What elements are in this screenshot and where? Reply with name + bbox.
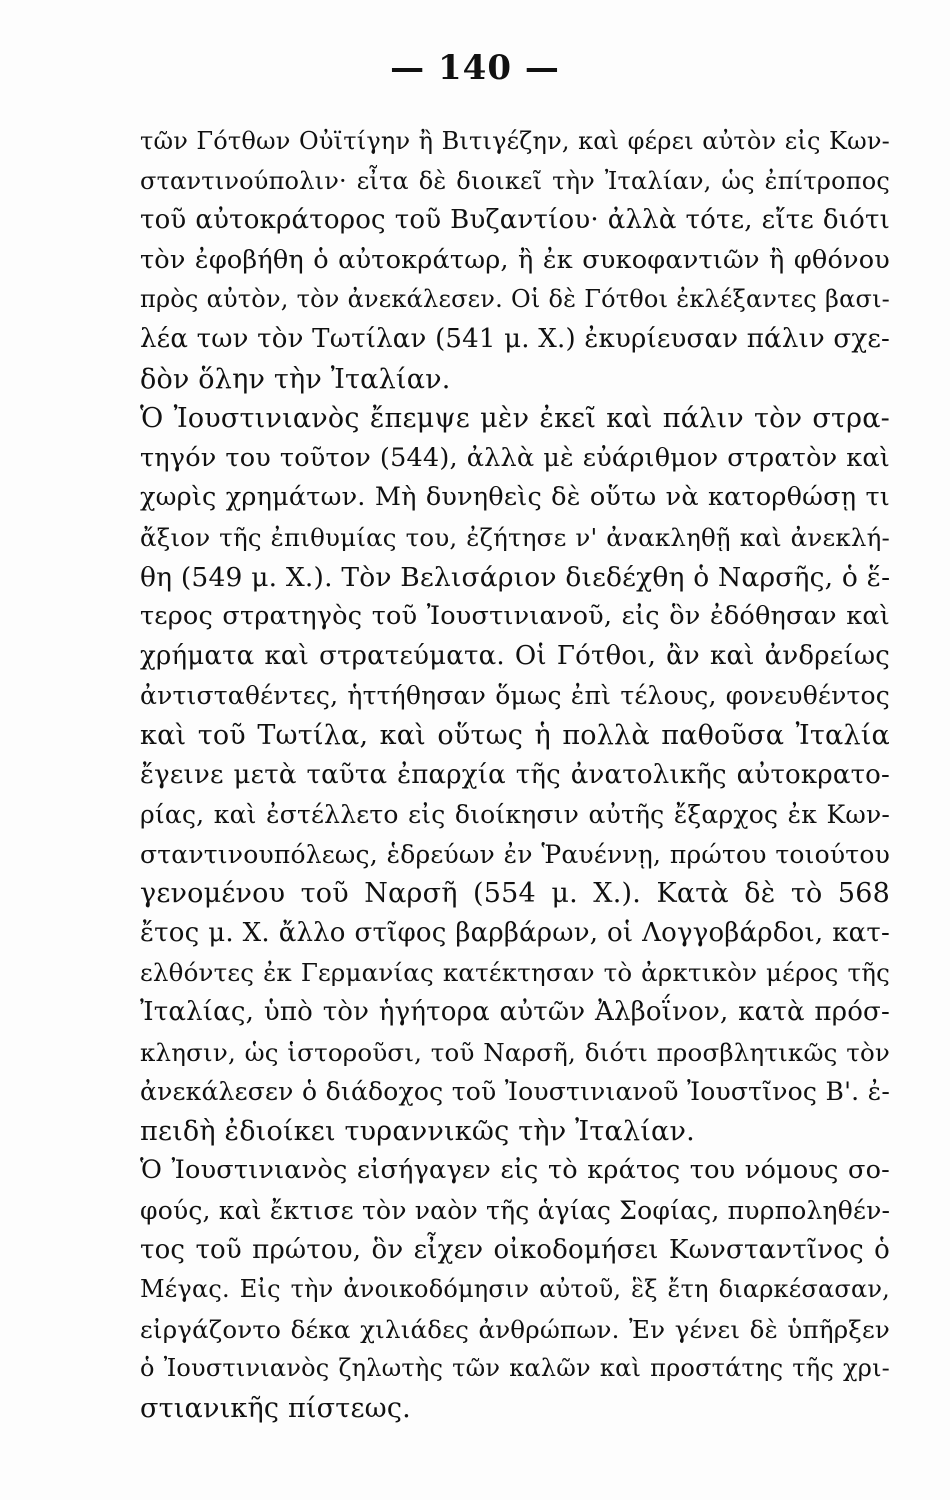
text-line: εἰργάζοντο δέκα χιλιάδες ἀνθρώπων. Ἐν γένει δὲ ὑπῆρξεν: [140, 1314, 890, 1344]
text-line: ἀνεκάλεσεν ὁ διάδοχος τοῦ Ἰουστινιανοῦ Ἰουστῖνος Β'. ἐ-: [140, 1077, 890, 1107]
text-line: Μέγας. Εἰς τὴν ἀνοικοδόμησιν αὐτοῦ, ἓξ ἔτη διαρκέσασαν,: [140, 1275, 890, 1304]
text-line: λέα των τὸν Τωτίλαν (541 μ. Χ.) ἐκυρίευσαν πάλιν σχε-: [140, 323, 890, 354]
text-line: τὸν ἐφοβήθη ὁ αὐτοκράτωρ, ἢ ἐκ συκοφαντιῶν ἢ φθόνου: [140, 244, 890, 275]
text-line: ἔγεινε μετὰ ταῦτα ἐπαρχία τῆς ἀνατολικῆς αὐτοκρατο-: [140, 759, 890, 790]
text-line: ελθόντες ἐκ Γερμανίας κατέκτησαν τὸ ἀρκτικὸν μέρος τῆς: [140, 958, 890, 988]
text-line: κλησιν, ὡς ἱστοροῦσι, τοῦ Ναρσῆ, διότι προσβλητικῶς τὸν: [140, 1037, 890, 1067]
text-line: πρὸς αὐτὸν, τὸν ἀνεκάλεσεν. Οἱ δὲ Γότθοι ἐκλέξαντες βασι-: [140, 285, 890, 314]
page-number: — 140 —: [390, 48, 560, 88]
body-text: [140, 122, 890, 1429]
text-line: τος τοῦ πρώτου, ὃν εἶχεν οἰκοδομήσει Κωνσταντῖνος ὁ: [140, 1234, 890, 1265]
text-line: Ἰταλίας, ὑπὸ τὸν ἡγήτορα αὐτῶν Ἀλβοΐνον, κατὰ πρόσ-: [140, 997, 890, 1028]
text-line: τηγόν του τοῦτον (544), ἀλλὰ μὲ εὐάριθμον στρατὸν καὶ: [140, 442, 890, 473]
text-line: τερος στρατηγὸς τοῦ Ἰουστινιανοῦ, εἰς ὃν ἐδόθησαν καὶ: [140, 601, 890, 632]
text-line: τοῦ αὐτοκράτορος τοῦ Βυζαντίου· ἀλλὰ τότε, εἴτε διότι: [140, 205, 890, 236]
text-line: Ὁ Ἰουστινιανὸς εἰσήγαγεν εἰς τὸ κράτος του νόμους σο-: [140, 1155, 890, 1186]
text-line: χρήματα καὶ στρατεύματα. Οἱ Γότθοι, ἂν καὶ ἀνδρείως: [140, 640, 890, 671]
text-line: ἄξιον τῆς ἐπιθυμίας του, ἐζήτησε ν' ἀνακληθῇ καὶ ἀνεκλή-: [140, 522, 890, 552]
text-line: θη (549 μ. Χ.). Τὸν Βελισάριον διεδέχθη ὁ Ναρσῆς, ὁ ἕ-: [140, 561, 890, 593]
text-line: χωρὶς χρημάτων. Μὴ δυνηθεὶς δὲ οὕτω νὰ κατορθώσῃ τι: [140, 482, 890, 513]
text-line: πειδὴ ἐδιοίκει τυραννικῶς τὴν Ἰταλίαν.: [140, 1115, 695, 1147]
text-line: ἔτος μ. Χ. ἄλλο στῖφος βαρβάρων, οἱ Λογγοβάρδοι, κατ-: [140, 917, 890, 948]
text-line: ὁ Ἰουστινιανὸς ζηλωτὴς τῶν καλῶν καὶ προστάτης τῆς χρι-: [140, 1354, 890, 1383]
text-line: καὶ τοῦ Τωτίλα, καὶ οὕτως ἡ πολλὰ παθοῦσα Ἰταλία: [140, 719, 890, 751]
text-line: δὸν ὅλην τὴν Ἰταλίαν.: [140, 363, 451, 395]
text-line: ρίας, καὶ ἐστέλλετο εἰς διοίκησιν αὐτῆς ἔξαρχος ἐκ Κων-: [140, 800, 890, 830]
text-line: Ὁ Ἰουστινιανὸς ἔπεμψε μὲν ἐκεῖ καὶ πάλιν τὸν στρα-: [140, 403, 890, 435]
text-line: ἀντισταθέντες, ἡττήθησαν ὅμως ἐπὶ τέλους, φονευθέντος: [140, 681, 890, 711]
text-line: φούς, καὶ ἔκτισε τὸν ναὸν τῆς ἁγίας Σοφίας, πυρποληθέν-: [140, 1196, 890, 1226]
text-line: στιανικῆς πίστεως.: [140, 1393, 411, 1424]
text-line: γενομένου τοῦ Ναρσῆ (554 μ. Χ.). Κατὰ δὲ τὸ 568: [140, 878, 890, 910]
text-line: σταντινούπολιν· εἶτα δὲ διοικεῖ τὴν Ἰταλίαν, ὡς ἐπίτροπος: [140, 166, 890, 195]
text-line: σταντινουπόλεως, ἑδρεύων ἐν Ῥαυέννῃ, πρώτου τοιούτου: [140, 839, 890, 869]
text-line: τῶν Γότθων Οὐϊτίγην ἢ Βιτιγέζην, καὶ φέρει αὐτὸν εἰς Κων-: [140, 127, 890, 155]
